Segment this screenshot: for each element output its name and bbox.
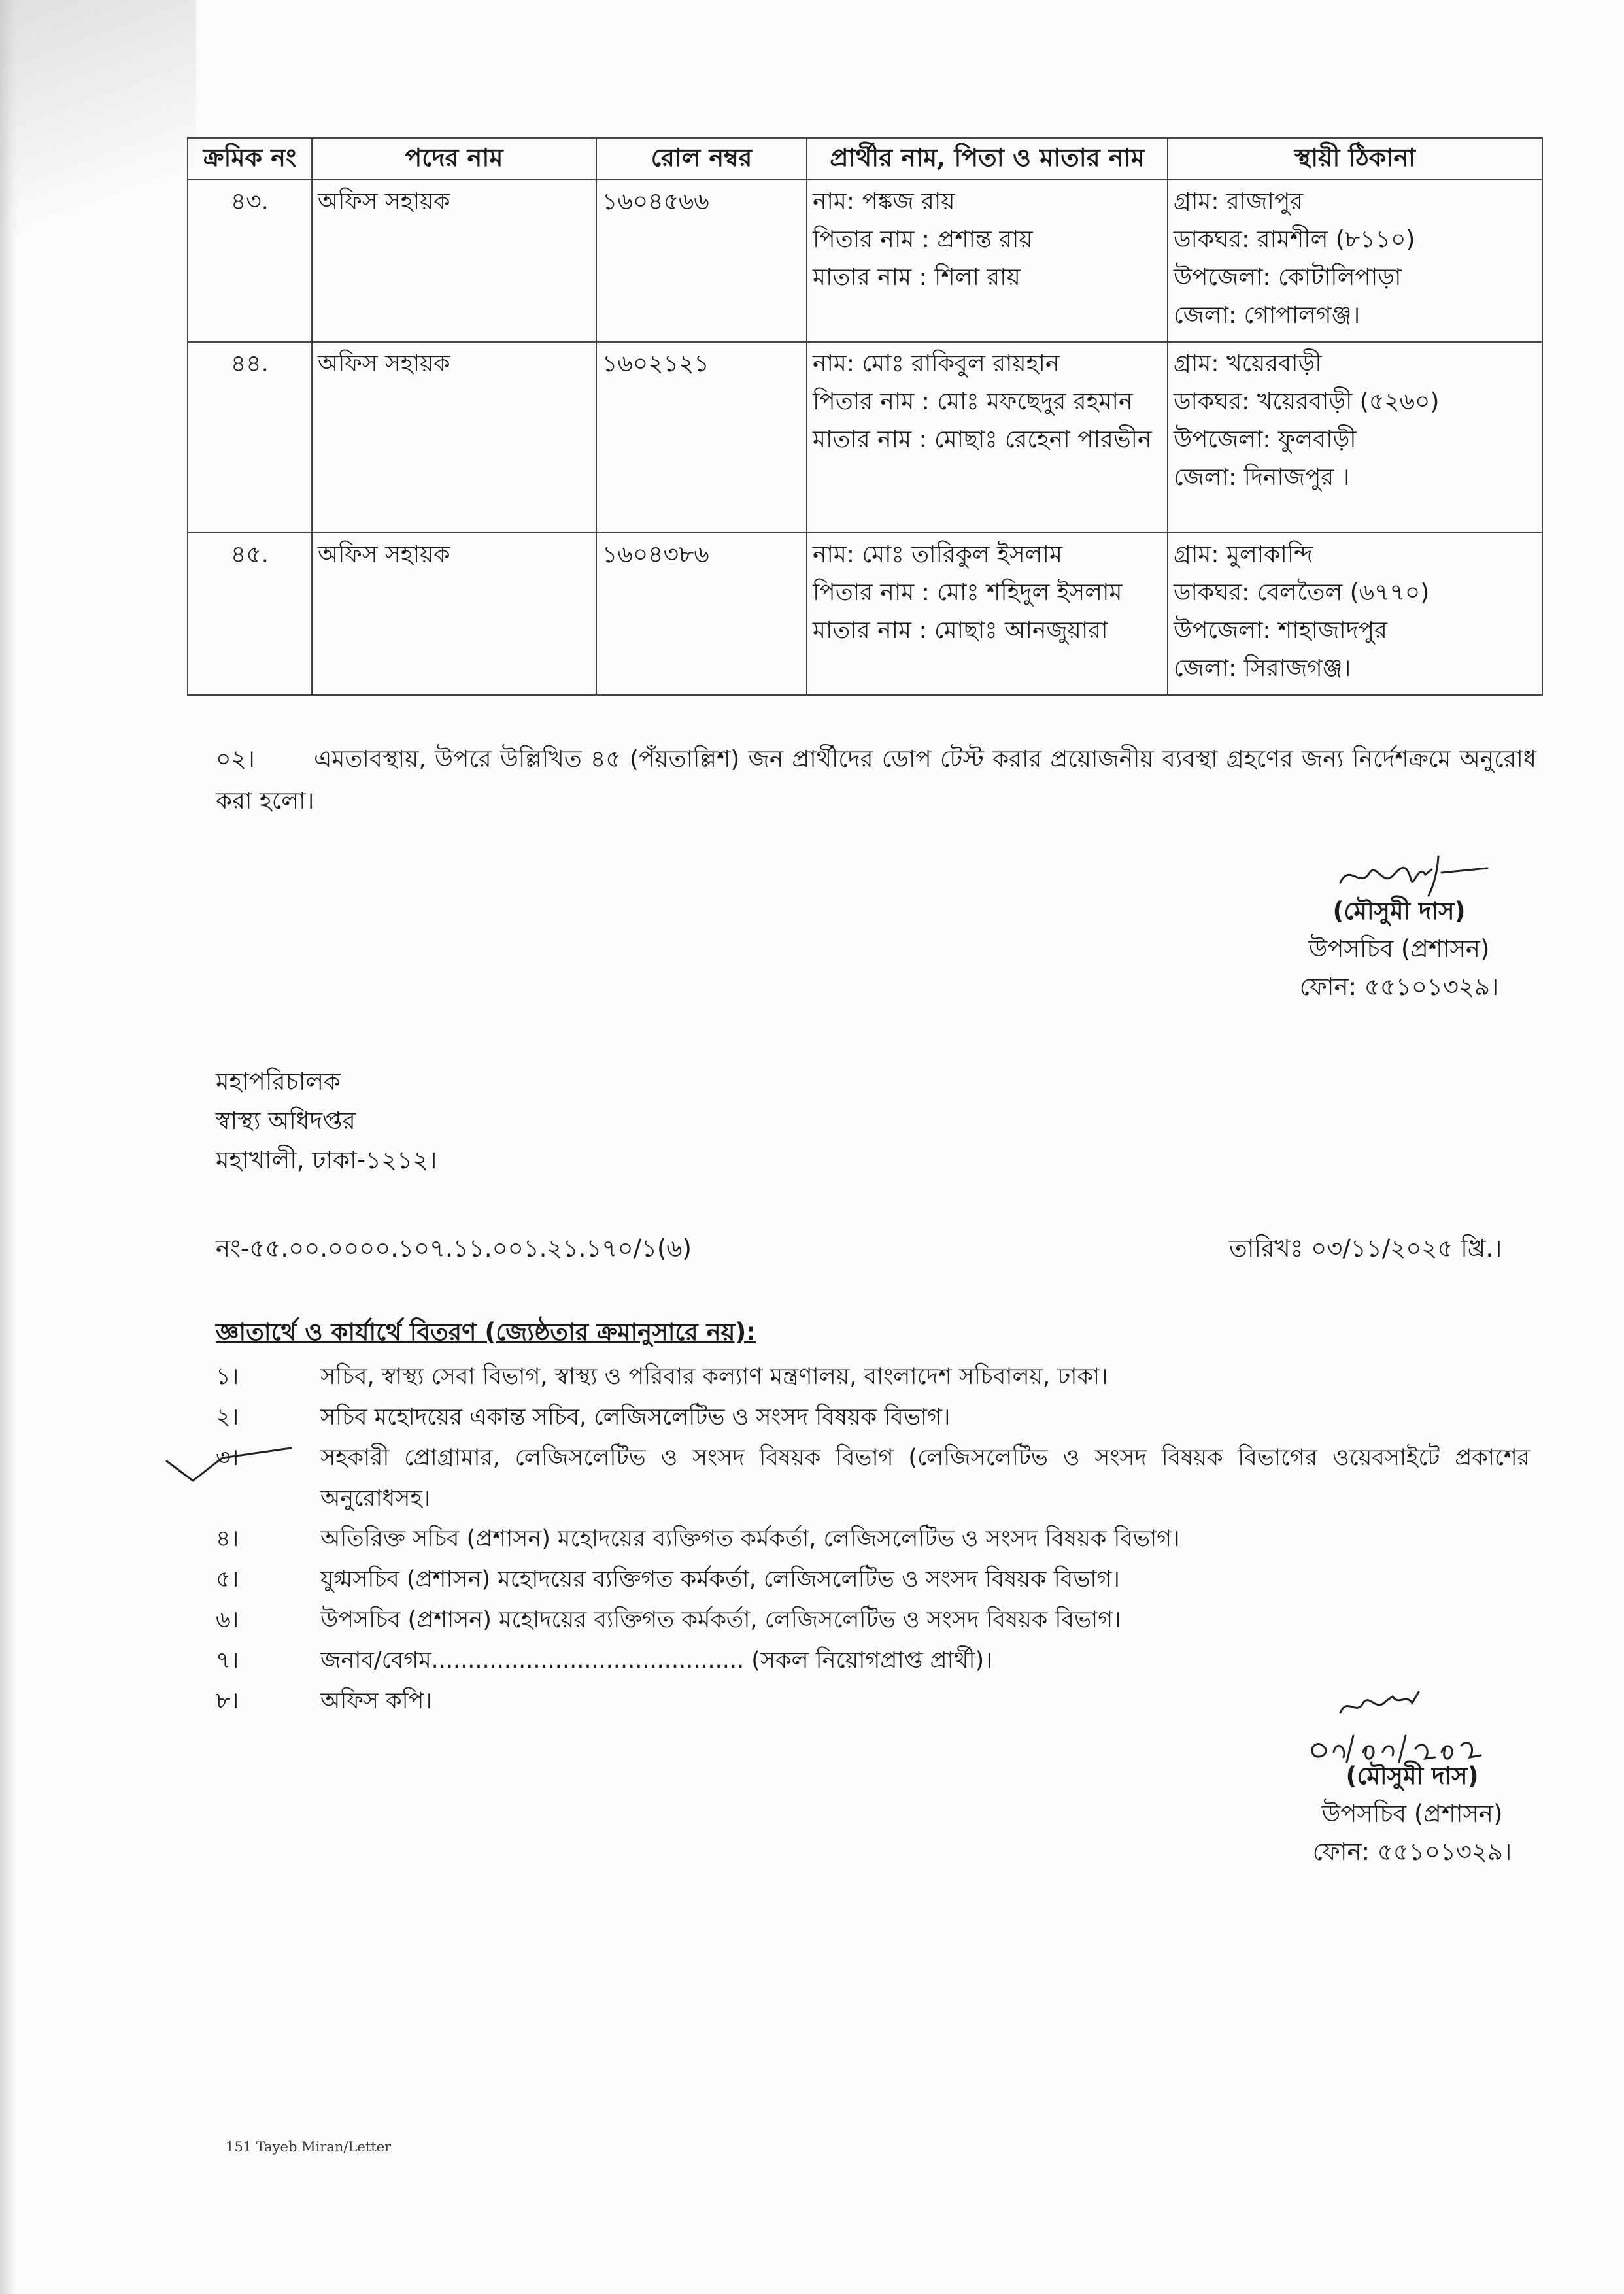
distribution-list	[216, 1357, 1530, 1721]
header-names: প্রার্থীর নাম, পিতা ও মাতার নাম	[807, 138, 1168, 180]
item-text: অতিরিক্ত সচিব (প্রশাসন) মহোদয়ের ব্যক্তিগত কর্মকর্তা, লেজিসলেটিভ ও সংসদ বিষয়ক বিভাগ।	[320, 1526, 1180, 1552]
header-post: পদের নাম	[312, 138, 596, 180]
item-text: জনাব/বেগম........................................... (সকল নিয়োগপ্রাপ্ত প্রার্থী)।	[320, 1647, 992, 1674]
address-village: গ্রাম: মুলাকান্দি	[1174, 541, 1313, 568]
table-row	[188, 533, 1542, 695]
address-upazila: উপজেলা: শাহাজাদপুর	[1174, 617, 1387, 644]
signatory-name: (মৌসুমী দাস)	[1345, 1762, 1479, 1790]
signatory-phone: ফোন: ৫৫১০১৩২৯।	[1299, 973, 1499, 1001]
item-number: ২।	[216, 1404, 239, 1430]
signatory-block-1	[1216, 892, 1582, 1006]
cell-names	[807, 342, 1168, 533]
item-number: ৭।	[216, 1647, 239, 1674]
list-item	[216, 1559, 1530, 1600]
cell-serial: ৪৪.	[188, 342, 312, 533]
header-roll: রোল নম্বর	[596, 138, 807, 180]
signatory-name: (মৌসুমী দাস)	[1332, 897, 1466, 925]
item-text: উপসচিব (প্রশাসন) মহোদয়ের ব্যক্তিগত কর্মকর্তা, লেজিসলেটিভ ও সংসদ বিষয়ক বিভাগ।	[320, 1607, 1121, 1633]
scan-fold-shade	[0, 0, 196, 366]
cell-address	[1168, 533, 1542, 695]
list-item	[216, 1519, 1530, 1559]
item-number: ৪।	[216, 1526, 239, 1552]
item-number: ৬।	[216, 1607, 239, 1633]
list-item	[216, 1600, 1530, 1640]
item-text: সচিব, স্বাস্থ্য সেবা বিভাগ, স্বাস্থ্য ও পরিবার কল্যাণ মন্ত্রণালয়, বাংলাদেশ সচিবালয়, ঢাকা।	[320, 1364, 1108, 1390]
table-row	[188, 180, 1542, 342]
address-post-office: ডাকঘর: বেলতৈল (৬৭৭০)	[1174, 579, 1430, 606]
mother-name: মাতার নাম : মোছাঃ আনজুয়ারা	[813, 617, 1108, 644]
cell-serial: ৪৫.	[188, 533, 312, 695]
address-district: জেলা: সিরাজগঞ্জ।	[1174, 655, 1351, 682]
item-number: ৮।	[216, 1688, 239, 1714]
recipient-title: মহাপরিচালক	[216, 1068, 341, 1096]
paragraph-text: এমতাবস্থায়, উপরে উল্লিখিত ৪৫ (পঁয়তাল্লিশ) জন প্রার্থীদের ডোপ টেস্ট করার প্রয়োজনীয় ব্যবস্থা গ্রহণের জন্য নির্দেশক্রমে অনুরোধ করা হলো।	[216, 746, 1536, 815]
address-village: গ্রাম: খয়েরবাড়ী	[1174, 350, 1322, 377]
recipient-location: মহাখালী, ঢাকা-১২১২।	[216, 1146, 437, 1174]
signatory-phone: ফোন: ৫৫১০১৩২৯।	[1312, 1838, 1512, 1866]
candidate-name: নাম: মোঃ রাকিবুল রায়হান	[813, 350, 1060, 377]
cell-names	[807, 180, 1168, 342]
address-village: গ্রাম: রাজাপুর	[1174, 188, 1304, 215]
address-upazila: উপজেলা: কোটালিপাড়া	[1174, 264, 1402, 291]
candidate-name: নাম: পঙ্কজ রায়	[813, 188, 955, 215]
list-item	[216, 1397, 1530, 1438]
address-district: জেলা: দিনাজপুর ।	[1174, 464, 1350, 491]
paragraph-number: ০২।	[216, 746, 255, 773]
list-item	[216, 1438, 1530, 1519]
address-post-office: ডাকঘর: রামশীল (৮১১০)	[1174, 226, 1415, 253]
address-district: জেলা: গোপালগঞ্জ।	[1174, 302, 1361, 329]
distribution-title: জ্ঞাতার্থে ও কার্যার্থে বিতরণ (জ্যেষ্ঠতার ক্রমানুসারে নয়):	[216, 1318, 756, 1346]
list-item	[216, 1357, 1530, 1397]
table-header-row	[188, 138, 1542, 180]
footer-reference: 151 Tayeb Miran/Letter	[226, 2139, 392, 2155]
signatory-designation: উপসচিব (প্রশাসন)	[1321, 1800, 1503, 1828]
memo-number: নং-৫৫.০০.০০০০.১০৭.১১.০০১.২১.১৭০/১(৬)	[216, 1234, 692, 1262]
cell-post: অফিস সহায়ক	[312, 533, 596, 695]
cell-address	[1168, 342, 1542, 533]
father-name: পিতার নাম : প্রশান্ত রায়	[813, 226, 1033, 253]
table-row	[188, 342, 1542, 533]
item-text: অফিস কপি।	[320, 1688, 432, 1714]
recipient-address	[216, 1062, 437, 1180]
signatory-designation: উপসচিব (প্রশাসন)	[1308, 935, 1490, 963]
candidate-table	[187, 137, 1543, 696]
candidate-name: নাম: মোঃ তারিকুল ইসলাম	[813, 541, 1062, 568]
cell-post: অফিস সহায়ক	[312, 342, 596, 533]
cell-roll: ১৬০৪৫৬৬	[596, 180, 807, 342]
item-number: ৫।	[216, 1566, 239, 1593]
mother-name: মাতার নাম : শিলা রায়	[813, 264, 1021, 291]
father-name: পিতার নাম : মোঃ শহিদুল ইসলাম	[813, 579, 1123, 606]
cell-post: অফিস সহায়ক	[312, 180, 596, 342]
list-item	[216, 1640, 1530, 1681]
cell-names	[807, 533, 1168, 695]
mother-name: মাতার নাম : মোছাঃ রেহেনা পারভীন	[813, 426, 1152, 453]
cell-roll: ১৬০৪৩৮৬	[596, 533, 807, 695]
header-address: স্থায়ী ঠিকানা	[1168, 138, 1542, 180]
scan-edge-shadow	[0, 0, 18, 2294]
cell-address	[1168, 180, 1542, 342]
cell-serial: ৪৩.	[188, 180, 312, 342]
instruction-paragraph	[216, 739, 1536, 822]
item-number: ১।	[216, 1364, 239, 1390]
item-text: সচিব মহোদয়ের একান্ত সচিব, লেজিসলেটিভ ও সংসদ বিষয়ক বিভাগ।	[320, 1404, 951, 1430]
father-name: পিতার নাম : মোঃ মফছেদুর রহমান	[813, 388, 1133, 415]
header-serial: ক্রমিক নং	[188, 138, 312, 180]
item-number: ৩।	[216, 1445, 239, 1471]
cell-roll: ১৬০২১২১	[596, 342, 807, 533]
item-text: যুগ্মসচিব (প্রশাসন) মহোদয়ের ব্যক্তিগত কর্মকর্তা, লেজিসলেটিভ ও সংসদ বিষয়ক বিভাগ।	[320, 1566, 1120, 1593]
memo-date: তারিখঃ ০৩/১১/২০২৫ খ্রি.।	[1229, 1234, 1502, 1262]
item-text: সহকারী প্রোগ্রামার, লেজিসলেটিভ ও সংসদ বিষয়ক বিভাগ (লেজিসলেটিভ ও সংসদ বিষয়ক বিভাগের ওয়েবসাইটে প্রকাশের অনুরোধসহ।	[320, 1445, 1530, 1511]
signatory-block-2	[1229, 1757, 1595, 1871]
address-post-office: ডাকঘর: খয়েরবাড়ী (৫২৬০)	[1174, 388, 1440, 415]
recipient-office: স্বাস্থ্য অধিদপ্তর	[216, 1107, 356, 1135]
address-upazila: উপজেলা: ফুলবাড়ী	[1174, 426, 1357, 453]
